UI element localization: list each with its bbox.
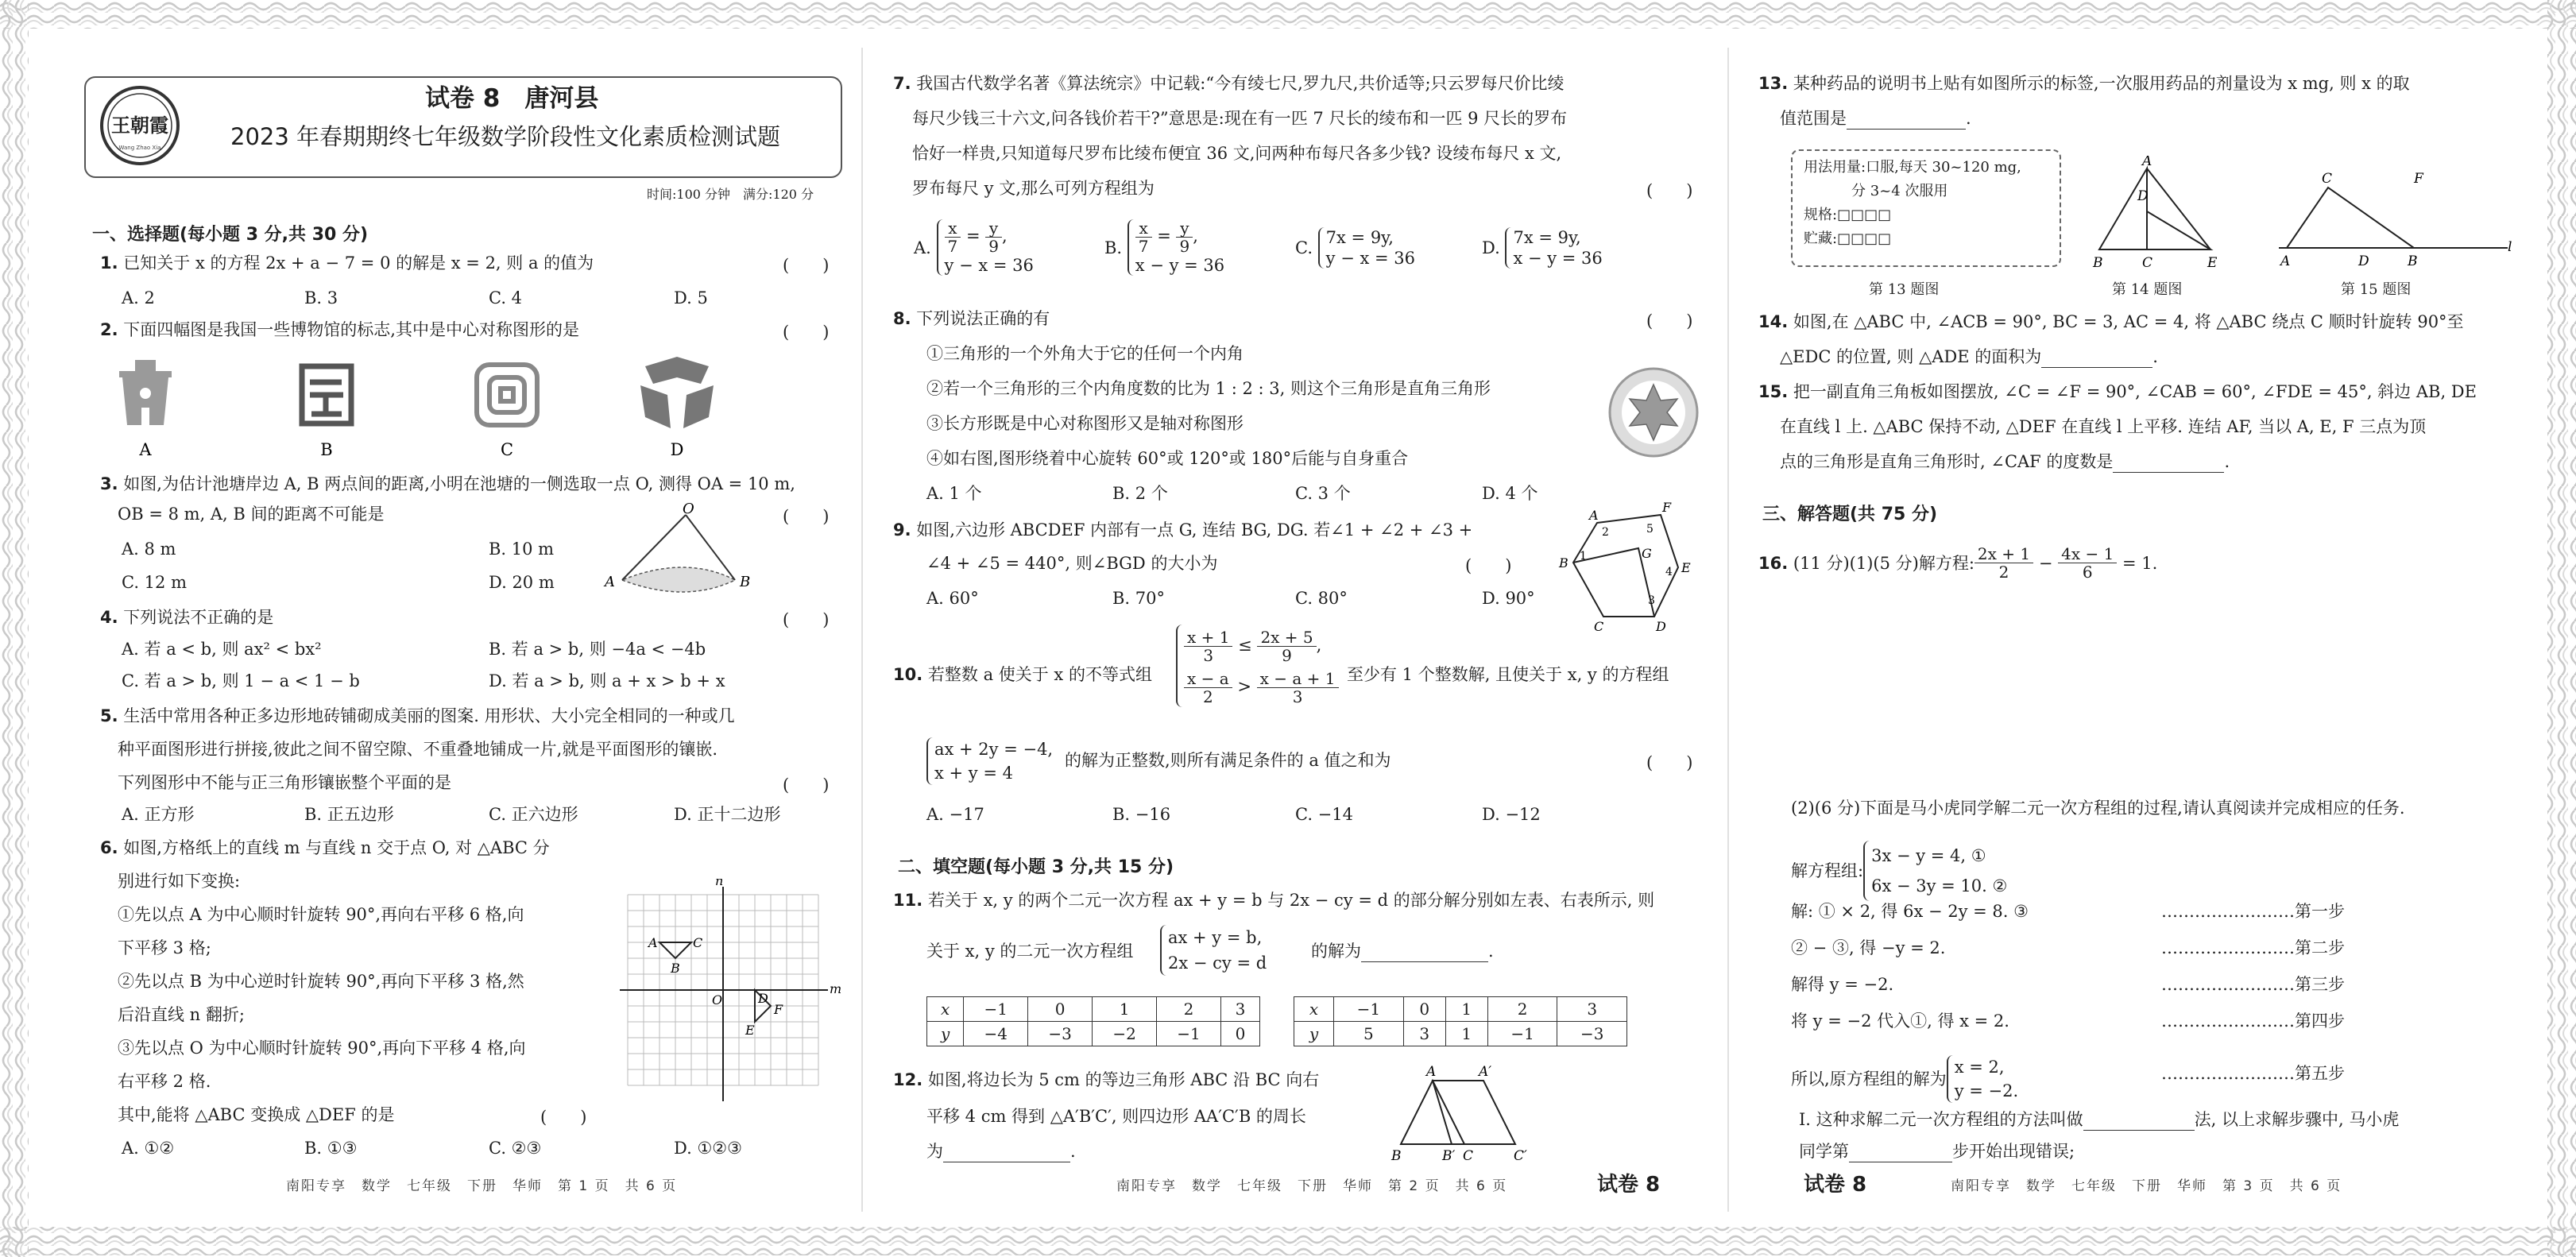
q16-method-blank[interactable] (2083, 1109, 2195, 1131)
q11-table-right: x −1 0 1 2 3 y 5 3 1 −1 −3 (1294, 996, 1627, 1046)
q4-option-b[interactable]: B. 若 a > b, 则 −4a < −4b (489, 640, 706, 659)
q10-stem-pre: 10. 若整数 a 使关于 x 的不等式组 (893, 665, 1152, 684)
q15-stem-line1: 15. 把一副直角三角板如图摆放, ∠C = ∠F = 90°, ∠CAB = 60°, ∠FDE = 45°, 斜边 AB, DE (1758, 382, 2477, 401)
footer-tag-left: 试卷 8 (1804, 1173, 1867, 1197)
q13-drug-label (1791, 149, 2061, 267)
q2-answer-bracket[interactable]: ( ) (783, 323, 830, 342)
q3-option-b[interactable]: B. 10 m (489, 540, 555, 559)
q6-step3b: 右平移 2 格. (118, 1072, 211, 1091)
q16-step5-text: 所以,原方程组的解为 x = 2, y = −2. (1791, 1055, 2018, 1103)
svg-text:F: F (774, 1002, 783, 1017)
svg-text:D: D (758, 991, 768, 1006)
svg-text:F: F (2414, 171, 2423, 187)
q2-label-b: B (320, 440, 333, 459)
svg-text:O: O (712, 992, 723, 1008)
q9-answer-bracket[interactable]: ( ) (1465, 556, 1512, 575)
q11-equation-system: ax + y = b, 2x − cy = d (1160, 925, 1267, 976)
q7-option-a[interactable]: A. $\frac{x}{7}$ = $\frac{y}{9}$ , y − x = 36 (914, 219, 1034, 275)
q16-task1: Ⅰ. 这种求解二元一次方程组的方法叫做 法, 以上求解步骤中, 马小虎 (1799, 1110, 2400, 1129)
q9-stem-line2: ∠4 + ∠5 = 440°, 则∠BGD 的大小为 (926, 554, 1218, 573)
q16-system: 解方程组: 3x − y = 4, ① 6x − 3y = 10. ② (1791, 841, 2007, 901)
svg-text:A: A (2142, 156, 2152, 169)
q4-option-c[interactable]: C. 若 a > b, 则 1 − a < 1 − b (122, 671, 360, 690)
museum-logo-b (302, 366, 351, 424)
q9-option-d[interactable]: D. 90° (1482, 589, 1535, 608)
q11-stem-line1: 11. 若关于 x, y 的两个二元一次方程 ax + y = b 与 2x − cy = d 的部分解分别如左表、右表所示, 则 (893, 891, 1655, 910)
q3-answer-bracket[interactable]: ( ) (783, 507, 830, 526)
svg-text:E: E (1681, 560, 1691, 575)
svg-text:B: B (671, 961, 680, 976)
q7-option-b[interactable]: B. $\frac{x}{7}$ = $\frac{y}{9}$ , x − y = 36 (1104, 219, 1225, 275)
q7-stem-line2: 每尺少钱三十六文,问各钱价若干?”意思是:现在有一匹 7 尺长的绫布和一匹 9 尺长的罗布 (912, 109, 1568, 128)
q5-option-c[interactable]: C. 正六边形 (489, 805, 578, 824)
q8-statement1: ①三角形的一个外角大于它的任何一个内角 (926, 344, 1244, 363)
q15-stem-line2: 在直线 l 上. △ABC 保持不动, △DEF 在直线 l 上平移. 连结 AF, 当以 A, E, F 三点为顶 (1780, 417, 2427, 436)
q3-option-c[interactable]: C. 12 m (122, 573, 187, 592)
q7-stem-line3: 恰好一样贵,只知道每尺罗布比绫布便宜 36 文,问两种布每尺各多少钱? 设绫布每尺 x 文, (912, 144, 1562, 163)
q16-step3-text: 解得 y = −2. (1791, 975, 1894, 994)
q6-step3a: ③先以点 O 为中心顺时针旋转 90°,再向下平移 4 格,向 (118, 1038, 526, 1058)
exam-subtitle: 2023 年春期期终七年级数学阶段性文化素质检测试题 (230, 123, 781, 150)
q2-museum-logos (111, 354, 826, 465)
q16-step3-label: ……………………第三步 (2161, 975, 2345, 994)
q12-stem-line2: 平移 4 cm 得到 △A′B′C′, 则四边形 AA′C′B 的周长 (926, 1107, 1306, 1126)
q2-label-a: A (139, 440, 152, 459)
museum-logo-c (477, 365, 537, 425)
svg-text:D: D (2137, 188, 2149, 204)
q11-stem-pre: 关于 x, y 的二元一次方程组 (926, 942, 1134, 961)
q16-fraction1: $\frac{2x + 1}{2}$ (1975, 545, 2033, 581)
q8-stem: 8. 下列说法正确的有 (893, 309, 1050, 328)
svg-text:E: E (745, 1023, 755, 1038)
q5-option-b[interactable]: B. 正五边形 (304, 805, 394, 824)
q4-option-d[interactable]: D. 若 a > b, 则 a + x > b + x (489, 671, 725, 690)
svg-text:A: A (2280, 253, 2291, 267)
museum-logo-a (119, 360, 172, 425)
q13-stem-line1: 13. 某种药品的说明书上贴有如图所示的标签,一次服用药品的剂量设为 x mg, 则 x 的取 (1758, 74, 2410, 93)
svg-text:C: C (693, 935, 703, 950)
q16-part2-intro: (2)(6 分)下面是马小虎同学解二元一次方程组的过程,请认真阅读并完成相应的任务. (1791, 799, 2405, 818)
q8-answer-bracket[interactable]: ( ) (1646, 311, 1693, 331)
q8-statement3: ③长方形既是中心对称图形又是轴对称图形 (926, 414, 1244, 433)
section2-title: 二、填空题(每小题 3 分,共 15 分) (898, 857, 1174, 877)
q15-triangle-figure (2272, 164, 2527, 267)
county: 唐河县 (524, 84, 599, 113)
svg-text:A′: A′ (1479, 1064, 1492, 1080)
footer-tag-right: 试卷 8 (1597, 1173, 1661, 1197)
q9-stem-line1: 9. 如图,六边形 ABCDEF 内部有一点 G, 连结 BG, DG. 若∠1 + ∠2 + ∠3 + (893, 520, 1473, 540)
q6-option-c[interactable]: C. ②③ (489, 1139, 542, 1158)
svg-text:A: A (1589, 508, 1599, 523)
q10-stem-tail: 的解为正整数,则所有满足条件的 a 值之和为 (1065, 751, 1391, 770)
q10-stem-post: 至少有 1 个整数解, 且使关于 x, y 的方程组 (1347, 665, 1669, 684)
q4-answer-bracket[interactable]: ( ) (783, 610, 830, 629)
q3-stem-line2: OB = 8 m, A, B 间的距离不可能是 (118, 505, 385, 524)
q10-option-c[interactable]: C. −14 (1295, 805, 1353, 824)
q16-step4-text: 将 y = −2 代入①, 得 x = 2. (1791, 1011, 2009, 1031)
q3-stem-line1: 3. 如图,为估计池塘岸边 A, B 两点间的距离,小明在池塘的一侧选取一点 O, 测得 OA = 10 m, (100, 474, 795, 493)
svg-text:C: C (2142, 255, 2153, 271)
svg-text:5: 5 (1646, 523, 1654, 536)
q16-part1: 16. (11 分)(1)(5 分)解方程: $\frac{2x + 1}{2}$ − $\frac{4x - 1}{6}$ = 1. (1758, 544, 2158, 582)
svg-text:B: B (2408, 253, 2418, 267)
section3-title: 三、解答题(共 75 分) (1762, 505, 1938, 524)
q5-option-a[interactable]: A. 正方形 (122, 805, 195, 824)
q16-step5-label: ……………………第五步 (2161, 1064, 2345, 1083)
svg-text:C′: C′ (1514, 1148, 1527, 1164)
q10-equation-system: ax + 2y = −4, x + y = 4 (926, 737, 1053, 785)
q16-task2: 同学第 步开始出现错误; (1799, 1142, 2075, 1161)
svg-text:Wang Zhao Xia: Wang Zhao Xia (118, 145, 161, 151)
q12-stem-line1: 12. 如图,将边长为 5 cm 的等边三角形 ABC 沿 BC 向右 (893, 1070, 1320, 1089)
q1-option-a[interactable]: A. 2 (122, 288, 155, 307)
q8-option-a[interactable]: A. 1 个 (926, 484, 982, 503)
q10-option-d[interactable]: D. −12 (1482, 805, 1541, 824)
museum-logo-d (640, 357, 714, 428)
exam-score: 满分:120 分 (743, 187, 814, 202)
logo (94, 83, 188, 168)
svg-text:A: A (1426, 1064, 1437, 1080)
q14-stem-line2: △EDC 的位置, 则 △ADE 的面积为 . (1780, 347, 2158, 366)
q8-option-d[interactable]: D. 4 个 (1482, 484, 1538, 503)
svg-text:3: 3 (1648, 594, 1655, 607)
q6-step2b: 后沿直线 n 翻折; (118, 1005, 245, 1024)
q8-option-c[interactable]: C. 3 个 (1295, 484, 1351, 503)
q6-step1a: ①先以点 A 为中心顺时针旋转 90°,再向右平移 6 格,向 (118, 905, 524, 924)
q12-triangle-figure (1387, 1062, 1545, 1165)
q9-option-b[interactable]: B. 70° (1112, 589, 1166, 608)
svg-text:C: C (1463, 1148, 1474, 1164)
q15-stem-line3: 点的三角形是直角三角形时, ∠CAF 的度数是 . (1780, 452, 2230, 471)
q6-question: 其中,能将 △ABC 变换成 △DEF 的是 (118, 1105, 395, 1124)
q8-statement4: ④如右图,图形绕着中心旋转 60°或 120°或 180°后能与自身重合 (926, 449, 1409, 468)
q7-stem-line1: 7. 我国古代数学名著《算法统宗》中记载:“今有绫七尺,罗九尺,共价适等;只云罗每尺价比绫 (893, 74, 1565, 93)
svg-text:B: B (2093, 255, 2103, 271)
q11-answer-blank[interactable] (1361, 941, 1488, 962)
svg-text:A: A (648, 935, 658, 950)
q3-pond-figure (600, 501, 759, 596)
q2-label-c: C (500, 440, 514, 459)
q16-step4-label: ……………………第四步 (2161, 1011, 2345, 1031)
svg-text:A: A (605, 574, 615, 590)
q12-answer-blank[interactable] (943, 1141, 1070, 1162)
q13-stem-line2: 值范围是 . (1780, 109, 1971, 128)
q1-stem: 1. 已知关于 x 的方程 2x + a − 7 = 0 的解是 x = 2, 则 a 的值为 (100, 253, 594, 273)
q5-answer-bracket[interactable]: ( ) (783, 775, 830, 795)
q6-option-a[interactable]: A. ①② (122, 1139, 175, 1158)
q16-part1-answer-area[interactable] (1780, 604, 2495, 779)
q5-option-d[interactable]: D. 正十二边形 (674, 805, 781, 824)
q14-stem-line1: 14. 如图,在 △ABC 中, ∠ACB = 90°, BC = 3, AC = 4, 将 △ABC 绕点 C 顺时针旋转 90°至 (1758, 312, 2464, 331)
q6-grid-figure (620, 879, 850, 1117)
q14-triangle-figure (2082, 156, 2233, 273)
drug-label-frequency: 分 3~4 次服用 (1851, 183, 1948, 199)
svg-text:4: 4 (1665, 566, 1673, 578)
q11-table-left: x −1 0 1 2 3 y −4 −3 −2 −1 0 (926, 996, 1260, 1046)
svg-text:l: l (2508, 239, 2512, 255)
q6-stem-line2: 别进行如下变换: (118, 872, 241, 891)
q7-stem-line4: 罗布每尺 y 文,那么可列方程组为 (912, 179, 1155, 198)
q14-answer-blank[interactable] (2041, 346, 2152, 368)
q7-answer-bracket[interactable]: ( ) (1646, 181, 1693, 200)
q10-option-b[interactable]: B. −16 (1112, 805, 1171, 824)
drug-label-storage: 贮藏:□□□□ (1804, 230, 1892, 247)
q11-stem-post: 的解为 . (1311, 942, 1494, 961)
svg-text:D: D (2358, 253, 2369, 267)
footer-page3: 南阳专享 数学 七年级 下册 华师 第 3 页 共 6 页 (1951, 1178, 2342, 1194)
q13-caption: 第 13 题图 (1869, 281, 1940, 298)
q6-step1b: 下平移 3 格; (118, 938, 211, 957)
q8-star-figure (1607, 365, 1700, 459)
svg-text:G: G (1642, 546, 1652, 561)
q6-stem-line1: 6. 如图,方格纸上的直线 m 与直线 n 交于点 O, 对 △ABC 分 (100, 838, 550, 857)
svg-text:B: B (740, 574, 751, 590)
footer-page1: 南阳专享 数学 七年级 下册 华师 第 1 页 共 6 页 (286, 1178, 678, 1194)
q9-option-c[interactable]: C. 80° (1295, 589, 1348, 608)
q6-step2a: ②先以点 B 为中心逆时针旋转 90°,再向下平移 3 格,然 (118, 972, 524, 991)
q16-step2-label: ……………………第二步 (2161, 938, 2345, 957)
q10-inequality-system: $\frac{x + 1}{3}$ ≤ $\frac{2x + 5}{9}$ , $\frac{x - a}{2}$ > $\frac{x - a + 1}{3}$ (1176, 625, 1339, 707)
exam-time: 时间:100 分钟 满分:120 分 (647, 187, 814, 202)
q8-option-b[interactable]: B. 2 个 (1112, 484, 1168, 503)
svg-text:1: 1 (1580, 550, 1587, 563)
q2-stem: 2. 下面四幅图是我国一些博物馆的标志,其中是中心对称图形的是 (100, 320, 579, 339)
svg-text:C: C (2322, 171, 2333, 187)
svg-text:B: B (1559, 555, 1568, 570)
svg-text:C: C (1594, 619, 1604, 634)
q13-answer-blank[interactable] (1847, 108, 1966, 130)
svg-text:n: n (715, 879, 724, 888)
svg-text:B: B (1391, 1148, 1402, 1164)
q6-option-d[interactable]: D. ①②③ (674, 1139, 742, 1158)
q4-stem: 4. 下列说法不正确的是 (100, 608, 274, 627)
svg-text:F: F (1662, 500, 1672, 515)
q16-step2-text: ② − ③, 得 −y = 2. (1791, 938, 1946, 957)
q16-step-blank[interactable] (1849, 1141, 1952, 1162)
q3-option-d[interactable]: D. 20 m (489, 573, 555, 592)
svg-text:E: E (2207, 255, 2218, 271)
q1-answer-bracket[interactable]: ( ) (783, 256, 830, 275)
section1-title: 一、选择题(每小题 3 分,共 30 分) (92, 225, 369, 245)
q1-option-d[interactable]: D. 5 (674, 288, 708, 307)
q15-caption: 第 15 题图 (2341, 281, 2412, 298)
q3-option-a[interactable]: A. 8 m (122, 540, 176, 559)
q10-answer-bracket[interactable]: ( ) (1646, 753, 1693, 772)
svg-text:B′: B′ (1442, 1148, 1456, 1164)
q7-option-d[interactable]: D. 7x = 9y, x − y = 36 (1482, 228, 1603, 268)
svg-text:O: O (683, 501, 694, 517)
q5-stem-line1: 5. 生活中常用各种正多边形地砖铺砌成美丽的图案. 用形状、大小完全相同的一种或几 (100, 706, 735, 725)
q8-statement2: ②若一个三角形的三个内角度数的比为 1 : 2 : 3, 则这个三角形是直角三角形 (926, 379, 1491, 398)
footer-page2: 南阳专享 数学 七年级 下册 华师 第 2 页 共 6 页 (1116, 1178, 1508, 1194)
q5-stem-line3: 下列图形中不能与正三角形镶嵌整个平面的是 (118, 773, 451, 792)
q7-option-c[interactable]: C. 7x = 9y, y − x = 36 (1295, 228, 1415, 268)
q14-caption: 第 14 题图 (2112, 281, 2183, 298)
q16-step1-text: 解: ① × 2, 得 6x − 2y = 8. ③ (1791, 902, 2029, 921)
q10-option-a[interactable]: A. −17 (926, 805, 984, 824)
q16-fraction2: $\frac{4x - 1}{6}$ (2058, 545, 2117, 581)
svg-text:D: D (1656, 619, 1666, 634)
exam-number: 试卷 8 唐河县 (425, 84, 599, 113)
q1-option-c[interactable]: C. 4 (489, 288, 523, 307)
q5-stem-line2: 种平面图形进行拼接,彼此之间不留空隙、不重叠地铺成一片,就是平面图形的镶嵌. (118, 740, 718, 759)
drug-label-spec: 规格:□□□□ (1804, 207, 1892, 223)
q4-option-a[interactable]: A. 若 a < b, 则 ax² < bx² (122, 640, 322, 659)
svg-text:2: 2 (1602, 526, 1609, 539)
svg-text:王朝霞: 王朝霞 (111, 114, 168, 137)
svg-text:m: m (830, 981, 842, 996)
q9-option-a[interactable]: A. 60° (926, 589, 979, 608)
q2-label-d: D (670, 440, 684, 459)
q9-hexagon-figure (1549, 499, 1692, 634)
q12-stem-line3: 为 . (926, 1142, 1076, 1161)
q6-answer-bracket[interactable]: ( ) (540, 1108, 587, 1127)
q6-option-b[interactable]: B. ①③ (304, 1139, 358, 1158)
drug-label-dosage: 用法用量:口服,每天 30~120 mg, (1804, 159, 2021, 176)
q1-option-b[interactable]: B. 3 (304, 288, 338, 307)
q16-step1-label: ……………………第一步 (2161, 902, 2345, 921)
q15-answer-blank[interactable] (2113, 451, 2224, 473)
